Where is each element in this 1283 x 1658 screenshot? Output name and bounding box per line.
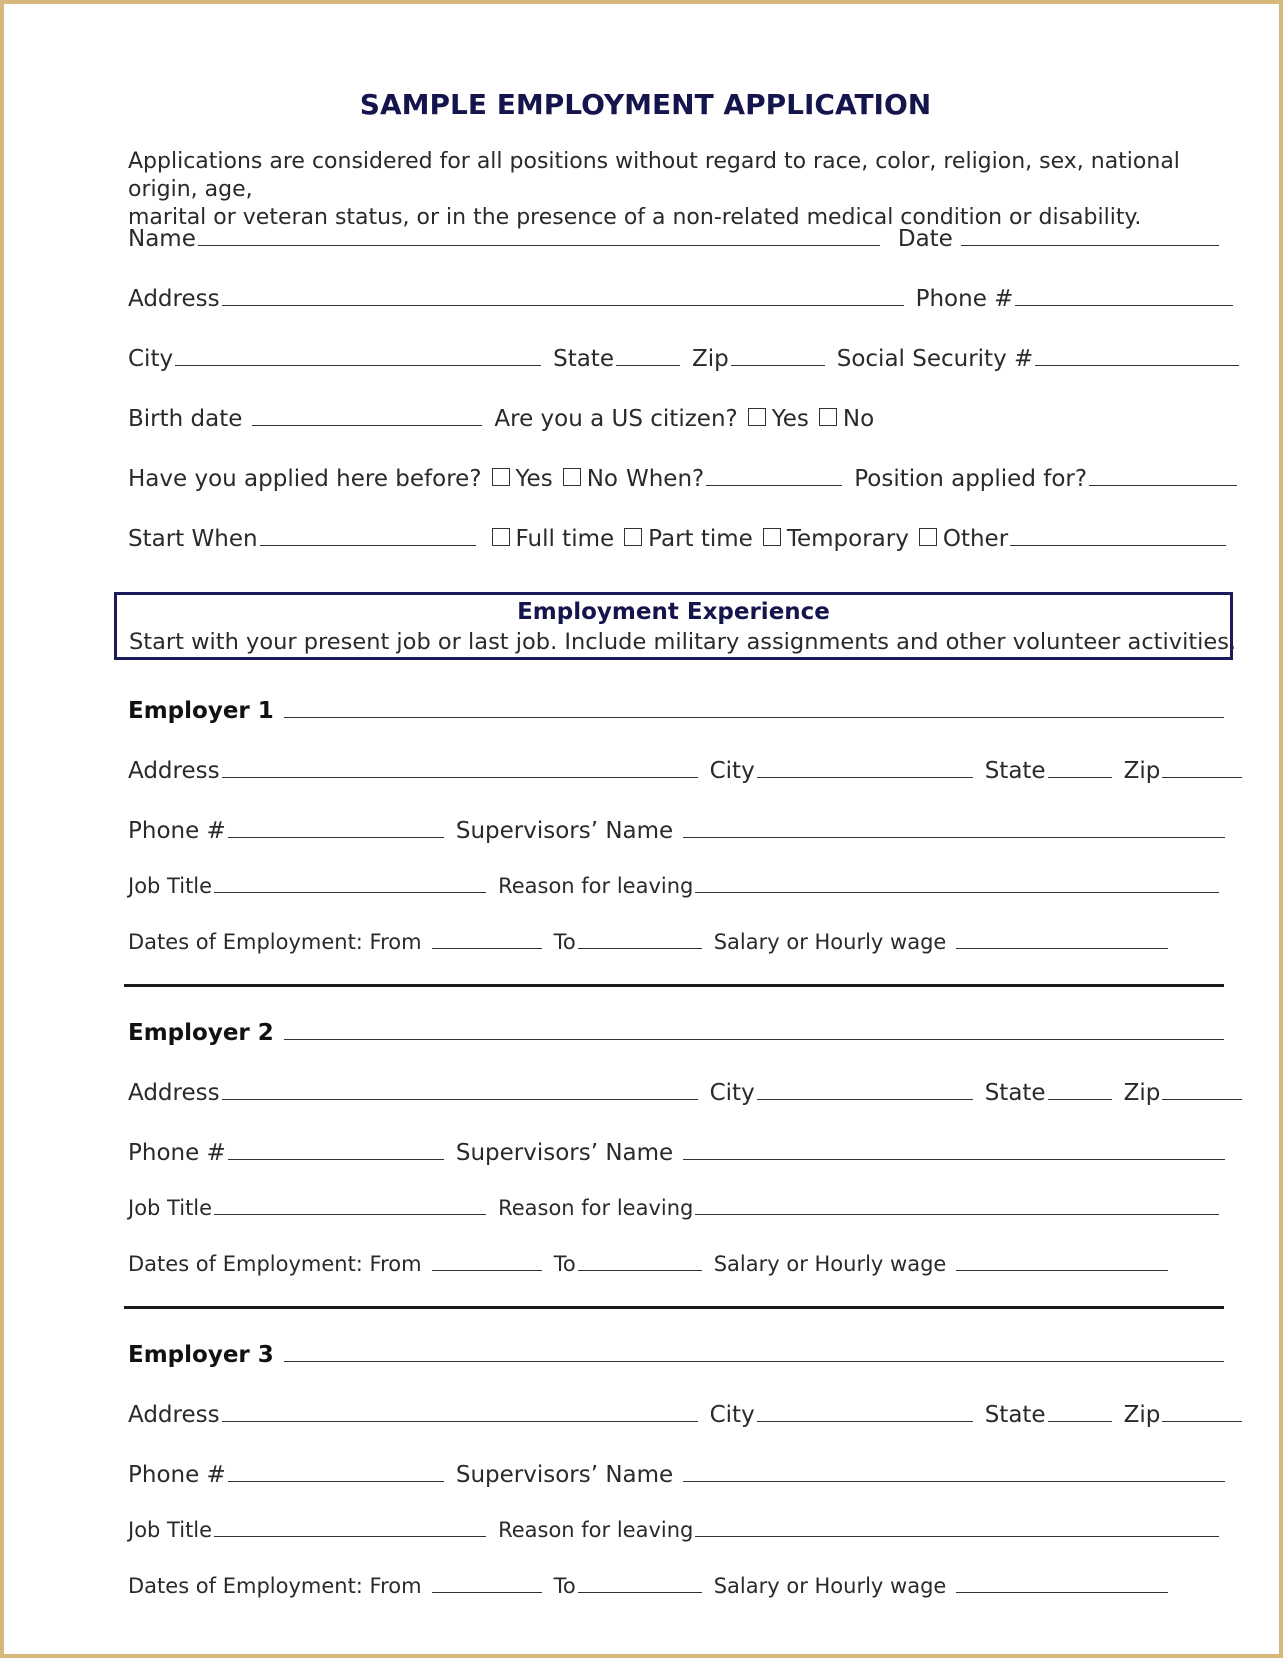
employer-3-zip-label: Zip — [1123, 1402, 1161, 1428]
employer-3-row — [128, 1342, 1224, 1368]
date-label: Date — [897, 226, 953, 252]
employer-2-address-label: Address — [128, 1080, 220, 1106]
employer-1-supervisor-field[interactable] — [683, 836, 1225, 838]
section-divider — [124, 984, 1224, 987]
employer-3-from-field[interactable] — [432, 1591, 542, 1593]
employer-3-supervisor-label: Supervisors’ Name — [455, 1462, 674, 1488]
employer-1-address-label: Address — [128, 758, 220, 784]
applied-question: Have you applied here before? — [128, 466, 482, 492]
name-field[interactable] — [198, 244, 880, 246]
citizen-yes-checkbox[interactable] — [748, 408, 766, 426]
applied-yes-label: Yes — [515, 466, 553, 492]
zip-field[interactable] — [731, 364, 825, 366]
employer-1-zip-label: Zip — [1123, 758, 1161, 784]
employer-3-reason-label: Reason for leaving — [498, 1518, 694, 1542]
citizen-no-checkbox[interactable] — [819, 408, 837, 426]
temporary-checkbox[interactable] — [763, 528, 781, 546]
employer-2-city-label: City — [709, 1080, 755, 1106]
employer-1-address-field[interactable] — [222, 776, 698, 778]
employer-2-zip-field[interactable] — [1162, 1098, 1242, 1100]
employer-2-state-label: State — [984, 1080, 1046, 1106]
employer-1-row — [128, 698, 1224, 724]
city-state-row — [128, 346, 1239, 372]
when-label: When? — [625, 466, 705, 492]
citizen-no-label: No — [842, 406, 875, 432]
other-field[interactable] — [1010, 544, 1226, 546]
employer-1-dates-label: Dates of Employment: From — [128, 930, 422, 954]
employer-2-name-field[interactable] — [284, 1038, 1224, 1040]
employer-3-name-field[interactable] — [284, 1360, 1224, 1362]
name-label: Name — [128, 226, 196, 252]
start-when-row — [128, 526, 1226, 552]
employer-3-city-field[interactable] — [757, 1420, 973, 1422]
birthdate-citizen-row — [128, 406, 874, 432]
employer-3-dates-label: Dates of Employment: From — [128, 1574, 422, 1598]
employer-1-phone-row — [128, 818, 1225, 844]
applied-no-checkbox[interactable] — [563, 468, 581, 486]
position-field[interactable] — [1089, 484, 1237, 486]
employer-3-phone-label: Phone # — [128, 1462, 226, 1488]
employer-3-job-row — [128, 1518, 1219, 1542]
employer-1-reason-field[interactable] — [695, 891, 1219, 893]
applied-before-row — [128, 466, 1237, 492]
applied-yes-checkbox[interactable] — [492, 468, 510, 486]
employer-1-zip-field[interactable] — [1162, 776, 1242, 778]
employer-2-job-title-label: Job Title — [128, 1196, 213, 1220]
employer-1-name-field[interactable] — [284, 716, 1224, 718]
employer-1-phone-field[interactable] — [228, 836, 444, 838]
address-field[interactable] — [222, 304, 904, 306]
state-label: State — [553, 346, 614, 372]
employer-2-phone-label: Phone # — [128, 1140, 226, 1166]
employer-2-label: Employer 2 — [128, 1020, 274, 1046]
employer-3-salary-field[interactable] — [956, 1591, 1168, 1593]
employer-2-from-field[interactable] — [432, 1269, 542, 1271]
employer-3-city-label: City — [709, 1402, 755, 1428]
employer-2-dates-label: Dates of Employment: From — [128, 1252, 422, 1276]
employer-2-row — [128, 1020, 1224, 1046]
part-time-label: Part time — [648, 526, 753, 552]
employer-1-state-label: State — [984, 758, 1046, 784]
citizen-yes-label: Yes — [771, 406, 809, 432]
phone-field[interactable] — [1015, 304, 1233, 306]
city-field[interactable] — [175, 364, 541, 366]
employer-1-job-title-field[interactable] — [214, 891, 486, 893]
position-question: Position applied for? — [854, 466, 1088, 492]
employer-2-zip-label: Zip — [1123, 1080, 1161, 1106]
employer-1-to-label: To — [553, 930, 576, 954]
start-when-label: Start When — [128, 526, 258, 552]
employer-2-supervisor-field[interactable] — [683, 1158, 1225, 1160]
employer-1-from-field[interactable] — [432, 947, 542, 949]
employer-2-to-label: To — [553, 1252, 576, 1276]
intro-line-1: Applications are considered for all positions without regard to race, color, religion, sex, national origin, age, — [128, 149, 1180, 202]
employer-1-salary-label: Salary or Hourly wage — [713, 930, 947, 954]
temporary-label: Temporary — [786, 526, 909, 552]
intro-line-2: marital or veteran status, or in the presence of a non-related medical condition or disability. — [128, 205, 1142, 230]
employer-1-phone-label: Phone # — [128, 818, 226, 844]
section-divider — [124, 1306, 1224, 1309]
date-field[interactable] — [961, 244, 1219, 246]
employer-3-job-title-field[interactable] — [214, 1535, 486, 1537]
employer-3-job-title-label: Job Title — [128, 1518, 213, 1542]
employer-2-to-field[interactable] — [578, 1269, 702, 1271]
employer-2-job-title-field[interactable] — [214, 1213, 486, 1215]
employer-1-salary-field[interactable] — [956, 947, 1168, 949]
employer-3-to-label: To — [553, 1574, 576, 1598]
zip-label: Zip — [691, 346, 729, 372]
employer-1-state-field[interactable] — [1048, 776, 1112, 778]
employer-1-reason-label: Reason for leaving — [498, 874, 694, 898]
applied-no-label: No — [586, 466, 618, 492]
employer-2-job-row — [128, 1196, 1219, 1220]
employer-2-salary-label: Salary or Hourly wage — [713, 1252, 947, 1276]
employer-2-salary-field[interactable] — [956, 1269, 1168, 1271]
full-time-checkbox[interactable] — [492, 528, 510, 546]
employer-1-job-row — [128, 874, 1219, 898]
employer-3-state-field[interactable] — [1048, 1420, 1112, 1422]
other-label: Other — [942, 526, 1009, 552]
employer-2-phone-row — [128, 1140, 1225, 1166]
employer-2-state-field[interactable] — [1048, 1098, 1112, 1100]
phone-label: Phone # — [915, 286, 1014, 312]
employer-2-address-row — [128, 1080, 1242, 1106]
employer-1-label: Employer 1 — [128, 698, 274, 724]
employer-1-city-label: City — [709, 758, 755, 784]
employer-2-dates-row — [128, 1252, 1168, 1276]
when-field[interactable] — [706, 484, 842, 486]
state-field[interactable] — [616, 364, 680, 366]
birth-date-label: Birth date — [128, 406, 243, 432]
employer-3-salary-label: Salary or Hourly wage — [713, 1574, 947, 1598]
employer-1-job-title-label: Job Title — [128, 874, 213, 898]
full-time-label: Full time — [515, 526, 615, 552]
employer-1-to-field[interactable] — [578, 947, 702, 949]
intro-text — [128, 148, 1228, 232]
address-label: Address — [128, 286, 220, 312]
employer-3-zip-field[interactable] — [1162, 1420, 1242, 1422]
employer-1-dates-row — [128, 930, 1168, 954]
start-when-field[interactable] — [260, 544, 476, 546]
employment-experience-box — [114, 592, 1237, 660]
employer-3-address-row — [128, 1402, 1242, 1428]
employer-3-to-field[interactable] — [578, 1591, 702, 1593]
employer-3-reason-field[interactable] — [695, 1535, 1219, 1537]
employer-2-reason-field[interactable] — [695, 1213, 1219, 1215]
employer-1-address-row — [128, 758, 1242, 784]
employer-3-address-field[interactable] — [222, 1420, 698, 1422]
citizen-question: Are you a US citizen? — [494, 406, 738, 432]
employer-3-address-label: Address — [128, 1402, 220, 1428]
employer-3-state-label: State — [984, 1402, 1046, 1428]
employment-experience-heading: Employment Experience — [517, 599, 830, 625]
city-label: City — [128, 346, 174, 372]
employer-3-phone-field[interactable] — [228, 1480, 444, 1482]
employer-2-reason-label: Reason for leaving — [498, 1196, 694, 1220]
employer-2-supervisor-label: Supervisors’ Name — [455, 1140, 674, 1166]
employer-3-supervisor-field[interactable] — [683, 1480, 1225, 1482]
employer-2-phone-field[interactable] — [228, 1158, 444, 1160]
employer-1-city-field[interactable] — [757, 776, 973, 778]
employer-3-dates-row — [128, 1574, 1168, 1598]
name-date-row — [128, 226, 1219, 252]
part-time-checkbox[interactable] — [624, 528, 642, 546]
ssn-label: Social Security # — [836, 346, 1034, 372]
page-title: SAMPLE EMPLOYMENT APPLICATION — [359, 88, 932, 121]
employer-3-phone-row — [128, 1462, 1225, 1488]
employer-3-label: Employer 3 — [128, 1342, 274, 1368]
ssn-field[interactable] — [1035, 364, 1239, 366]
employment-experience-instruction: Start with your present job or last job. Include military assignments and other volunteer activities. — [129, 629, 1237, 655]
employer-2-city-field[interactable] — [757, 1098, 973, 1100]
other-checkbox[interactable] — [919, 528, 937, 546]
employer-1-supervisor-label: Supervisors’ Name — [455, 818, 674, 844]
employer-2-address-field[interactable] — [222, 1098, 698, 1100]
address-phone-row — [128, 286, 1233, 312]
birth-date-field[interactable] — [252, 424, 482, 426]
